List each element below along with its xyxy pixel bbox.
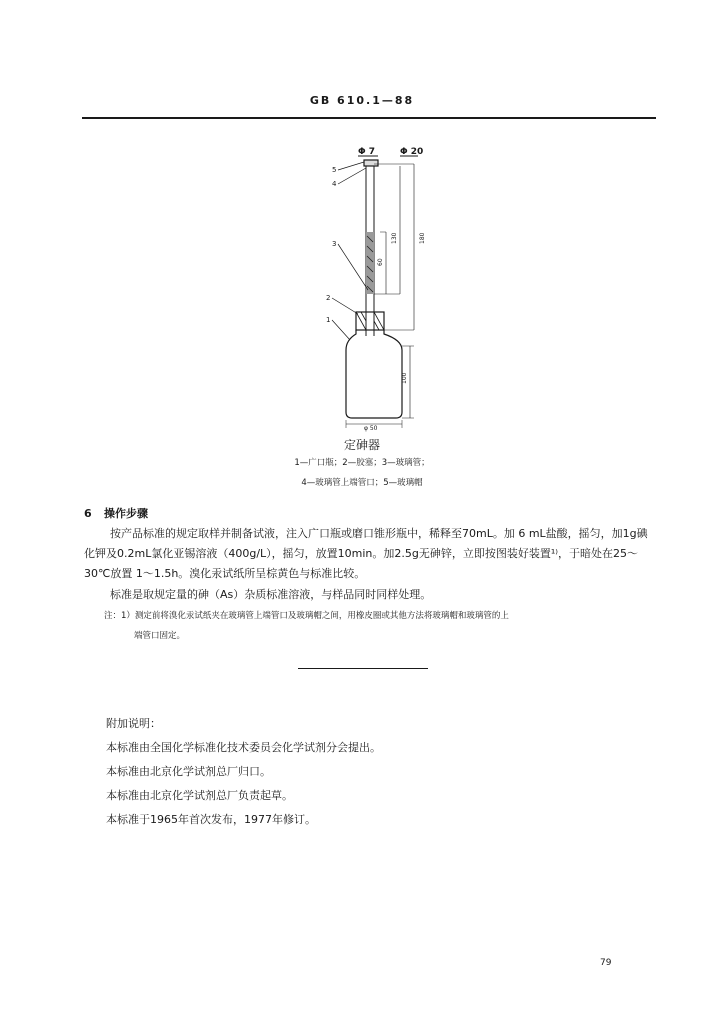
figure-title: 定砷器 bbox=[343, 438, 380, 452]
appendix-line: 本标准由北京化学试剂总厂负责起草。 bbox=[106, 789, 293, 802]
section-number: 6 bbox=[84, 507, 92, 520]
section-divider bbox=[298, 668, 428, 669]
figure-legend-line-1: 1—广口瓶；2—胶塞；3—玻璃管； bbox=[294, 458, 430, 468]
appendix-line: 本标准由北京化学试剂总厂归口。 bbox=[106, 765, 271, 778]
cap-label-phi7: Φ 7 bbox=[358, 147, 376, 157]
svg-text:100: 100 bbox=[401, 372, 408, 384]
arsenic-apparatus-figure bbox=[320, 140, 440, 436]
svg-text:3: 3 bbox=[332, 240, 337, 248]
procedure-paragraph-2: 标准是取规定量的砷（As）杂质标准溶液，与样品同时同样处理。 bbox=[110, 588, 432, 601]
svg-text:2: 2 bbox=[326, 294, 331, 302]
svg-text:φ 50: φ 50 bbox=[364, 425, 378, 432]
footnote bbox=[104, 606, 656, 646]
section-title: 操作步骤 bbox=[104, 507, 148, 520]
appendix-title: 附加说明： bbox=[106, 717, 161, 730]
cap-label-phi20: Φ 20 bbox=[400, 147, 424, 157]
svg-text:130: 130 bbox=[391, 232, 398, 244]
standard-header: GB 610.1—88 bbox=[309, 94, 415, 107]
section-heading bbox=[84, 505, 148, 521]
svg-text:180: 180 bbox=[419, 232, 426, 244]
appendix-line: 本标准于1965年首次发布，1977年修订。 bbox=[106, 813, 316, 826]
svg-text:4: 4 bbox=[332, 180, 337, 188]
appendix-line: 本标准由全国化学标准化技术委员会化学试剂分会提出。 bbox=[106, 741, 381, 754]
header-rule bbox=[82, 117, 656, 119]
svg-text:5: 5 bbox=[332, 166, 337, 174]
procedure-paragraph-1: 按产品标准的规定取样并制备试液，注入广口瓶或磨口锥形瓶中，稀释至70mL。加 6 mL盐酸，摇匀，加1g碘化钾及0.2mL氯化亚锡溶液（400g/L），摇匀，放置10min。加2.5g无砷锌，立即按图装好装置¹⁾，于暗处在25～30℃放置 1～1.5h。溴化汞试纸所呈棕黄色与标准比较。 bbox=[84, 527, 648, 580]
page-number: 79 bbox=[600, 958, 612, 968]
svg-text:60: 60 bbox=[377, 258, 384, 266]
svg-text:1: 1 bbox=[326, 316, 331, 324]
footnote-line-2: 端管口固定。 bbox=[134, 631, 186, 641]
footnote-line-1: 注：1）测定前将溴化汞试纸夹在玻璃管上端管口及玻璃帽之间，用橡皮圈或其他方法将玻璃帽和玻璃管的上 bbox=[104, 611, 509, 621]
figure-legend-line-2: 4—玻璃管上端管口；5—玻璃帽 bbox=[301, 478, 423, 488]
